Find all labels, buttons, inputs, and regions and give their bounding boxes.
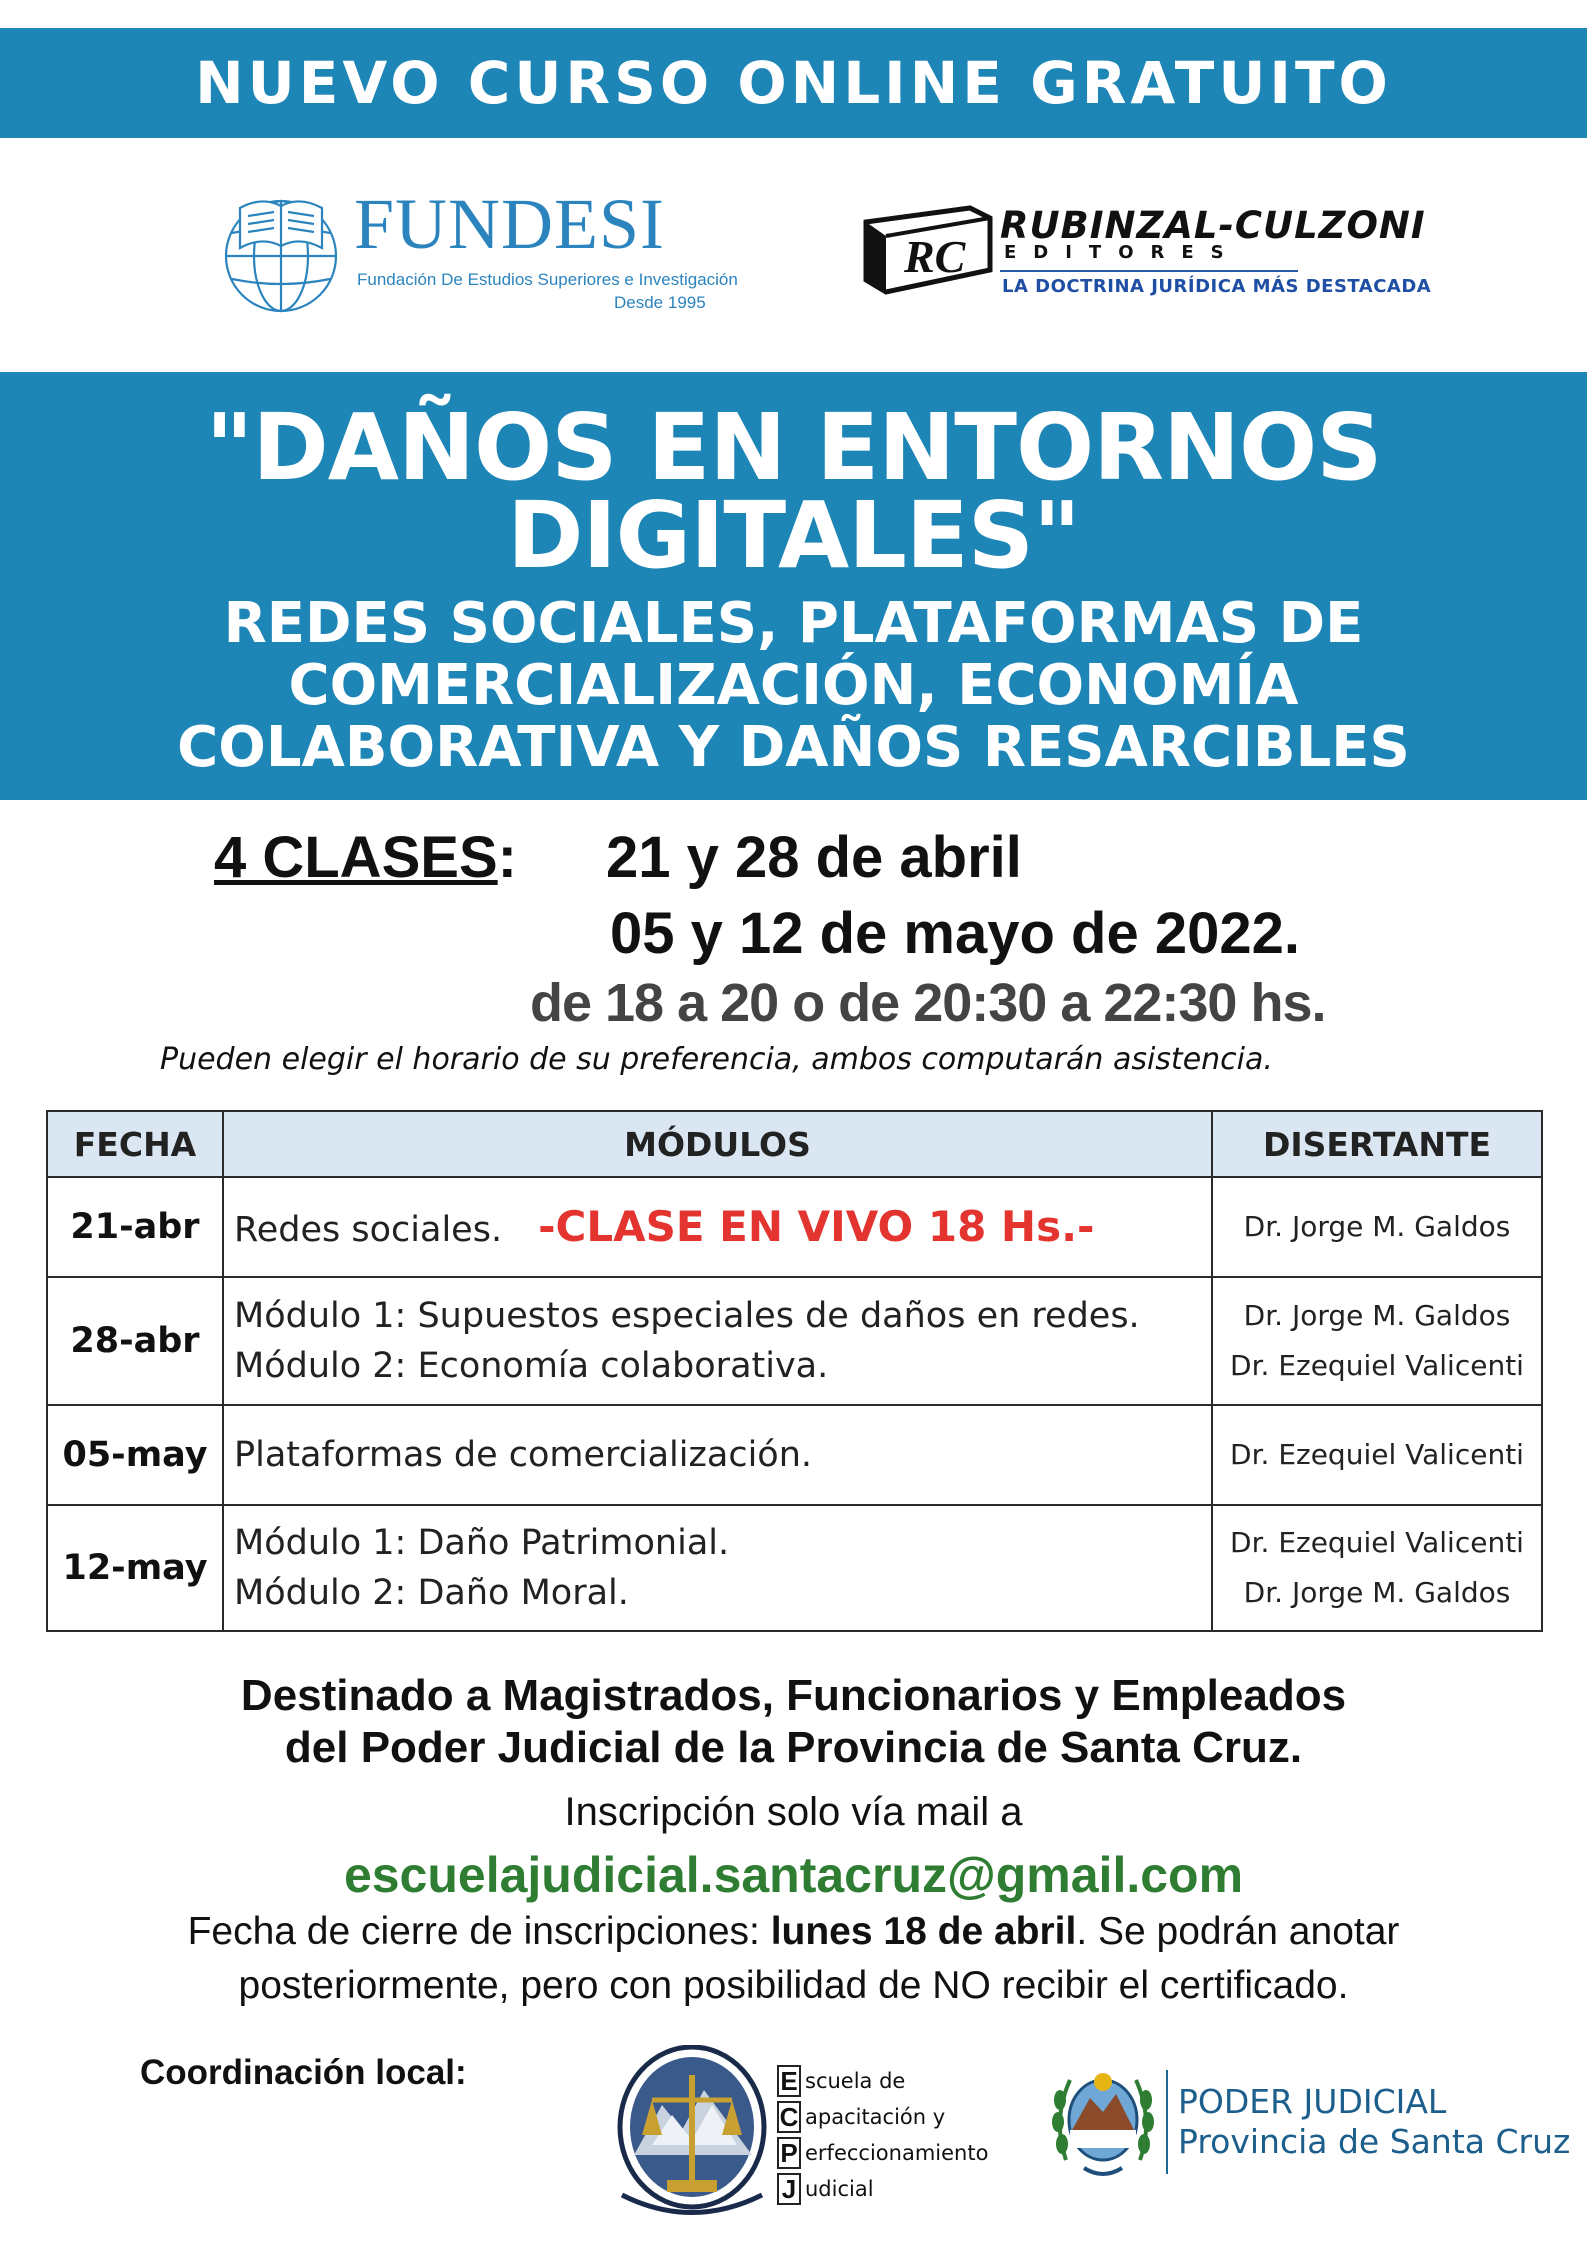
title-line-2: DIGITALES" <box>507 482 1080 589</box>
speaker-name: Dr. Ezequiel Valicenti <box>1230 1438 1524 1471</box>
fundesi-logo <box>222 178 738 318</box>
ecpj-letter: J <box>777 2173 801 2205</box>
fundesi-subtitle: Fundación De Estudios Superiores e Investigación <box>357 270 738 289</box>
rc-monogram: RC <box>904 231 966 282</box>
row-date: 12-may <box>47 1505 223 1631</box>
row-date: 05-may <box>47 1405 223 1505</box>
module-text: Módulo 2: Economía colaborativa. <box>234 1346 829 1386</box>
poder-judicial-logo <box>1048 2060 1571 2200</box>
module-text: Módulo 1: Supuestos especiales de daños en redes. <box>234 1296 1140 1336</box>
audience-line-1: Destinado a Magistrados, Funcionarios y Empleados <box>240 1671 1347 1720</box>
table-row <box>47 1505 1542 1631</box>
row-date: 28-abr <box>47 1277 223 1405</box>
class-dates-2: 05 y 12 de mayo de 2022. <box>610 901 1300 966</box>
book-icon <box>852 200 1000 300</box>
subtitle-line-1: REDES SOCIALES, PLATAFORMAS DE <box>223 591 1364 656</box>
row-speakers <box>1212 1405 1542 1505</box>
fundesi-name: FUNDESI <box>354 184 666 264</box>
subtitle-line-2: COMERCIALIZACIÓN, ECONOMÍA <box>288 653 1299 718</box>
table-row <box>47 1277 1542 1405</box>
speaker-name: Dr. Jorge M. Galdos <box>1243 1576 1511 1609</box>
row-modules <box>223 1277 1212 1405</box>
table-row <box>47 1405 1542 1505</box>
banner-text: NUEVO CURSO ONLINE GRATUITO <box>195 49 1392 117</box>
header-disertante: DISERTANTE <box>1212 1111 1542 1177</box>
row-date: 21-abr <box>47 1177 223 1277</box>
header-fecha: FECHA <box>47 1111 223 1177</box>
title-banner <box>0 372 1587 800</box>
pj-divider <box>1166 2070 1168 2174</box>
speaker-name: Dr. Ezequiel Valicenti <box>1230 1526 1524 1559</box>
row-modules <box>223 1505 1212 1631</box>
registration-label: Inscripción solo vía mail a <box>564 1790 1023 1834</box>
ecpj-letter: P <box>777 2137 801 2169</box>
classes-label: 4 CLASES: <box>214 825 517 890</box>
ecpj-letter: C <box>777 2101 801 2133</box>
module-text: Módulo 1: Daño Patrimonial. <box>234 1523 730 1563</box>
modules-table <box>46 1110 1543 1632</box>
pj-title: PODER JUDICIAL <box>1178 2082 1447 2121</box>
schedule-note: Pueden elegir el horario de su preferencia, ambos computarán asistencia. <box>160 1042 1273 1077</box>
row-speakers <box>1212 1505 1542 1631</box>
live-class-badge: -CLASE EN VIVO 18 Hs.- <box>538 1202 1095 1251</box>
registration-email[interactable]: escuelajudicial.santacruz@gmail.com <box>343 1847 1244 1903</box>
table-header-row <box>47 1111 1542 1177</box>
top-banner <box>0 28 1587 138</box>
deadline-date: lunes 18 de abril <box>770 1910 1077 1953</box>
ecpj-letter: E <box>777 2065 801 2097</box>
subtitle-line-3: COLABORATIVA Y DAÑOS RESARCIBLES <box>177 715 1410 780</box>
module-text: Módulo 2: Daño Moral. <box>234 1573 629 1613</box>
pj-subtitle: Provincia de Santa Cruz <box>1178 2122 1571 2161</box>
rubinzal-culzoni-logo <box>852 200 1452 310</box>
rubinzal-editores: EDITORES <box>1004 242 1241 263</box>
row-speakers <box>1212 1277 1542 1405</box>
speaker-name: Dr. Ezequiel Valicenti <box>1230 1349 1524 1382</box>
speaker-name: Dr. Jorge M. Galdos <box>1243 1299 1511 1332</box>
class-hours: de 18 a 20 o de 20:30 a 22:30 hs. <box>530 973 1326 1033</box>
row-speakers <box>1212 1177 1542 1277</box>
module-text: Redes sociales. <box>234 1210 503 1250</box>
provincial-seal-icon <box>1048 2060 1158 2185</box>
class-dates-1: 21 y 28 de abril <box>606 825 1022 890</box>
speaker-name: Dr. Jorge M. Galdos <box>1243 1210 1511 1243</box>
deadline-line-2: posteriormente, pero con posibilidad de NO recibir el certificado. <box>238 1964 1349 2007</box>
row-modules <box>223 1177 1212 1277</box>
ecpj-logo <box>612 2045 1012 2230</box>
deadline-line-1: Fecha de cierre de inscripciones: lunes 18 de abril. Se podrán anotar <box>187 1910 1400 1953</box>
row-modules <box>223 1405 1212 1505</box>
justice-scale-emblem-icon <box>612 2045 772 2220</box>
fundesi-since: Desde 1995 <box>614 293 706 312</box>
audience-line-2: del Poder Judicial de la Provincia de Santa Cruz. <box>284 1723 1303 1772</box>
module-text: Plataformas de comercialización. <box>234 1435 813 1475</box>
rubinzal-tagline: LA DOCTRINA JURÍDICA MÁS DESTACADA <box>1002 276 1432 297</box>
table-row <box>47 1177 1542 1277</box>
rubinzal-name: RUBINZAL-CULZONI <box>1000 204 1426 247</box>
rubinzal-divider <box>1000 270 1298 272</box>
globe-book-icon <box>222 178 340 314</box>
ecpj-letters: E scuela de C apacitación y P erfeccionamiento J udicial <box>777 2063 988 2207</box>
header-modulos: MÓDULOS <box>223 1111 1212 1177</box>
classes-count: 4 CLASES <box>214 825 498 890</box>
local-coordination-label: Coordinación local: <box>140 2053 467 2092</box>
title-line-1: "DAÑOS EN ENTORNOS <box>205 394 1382 501</box>
